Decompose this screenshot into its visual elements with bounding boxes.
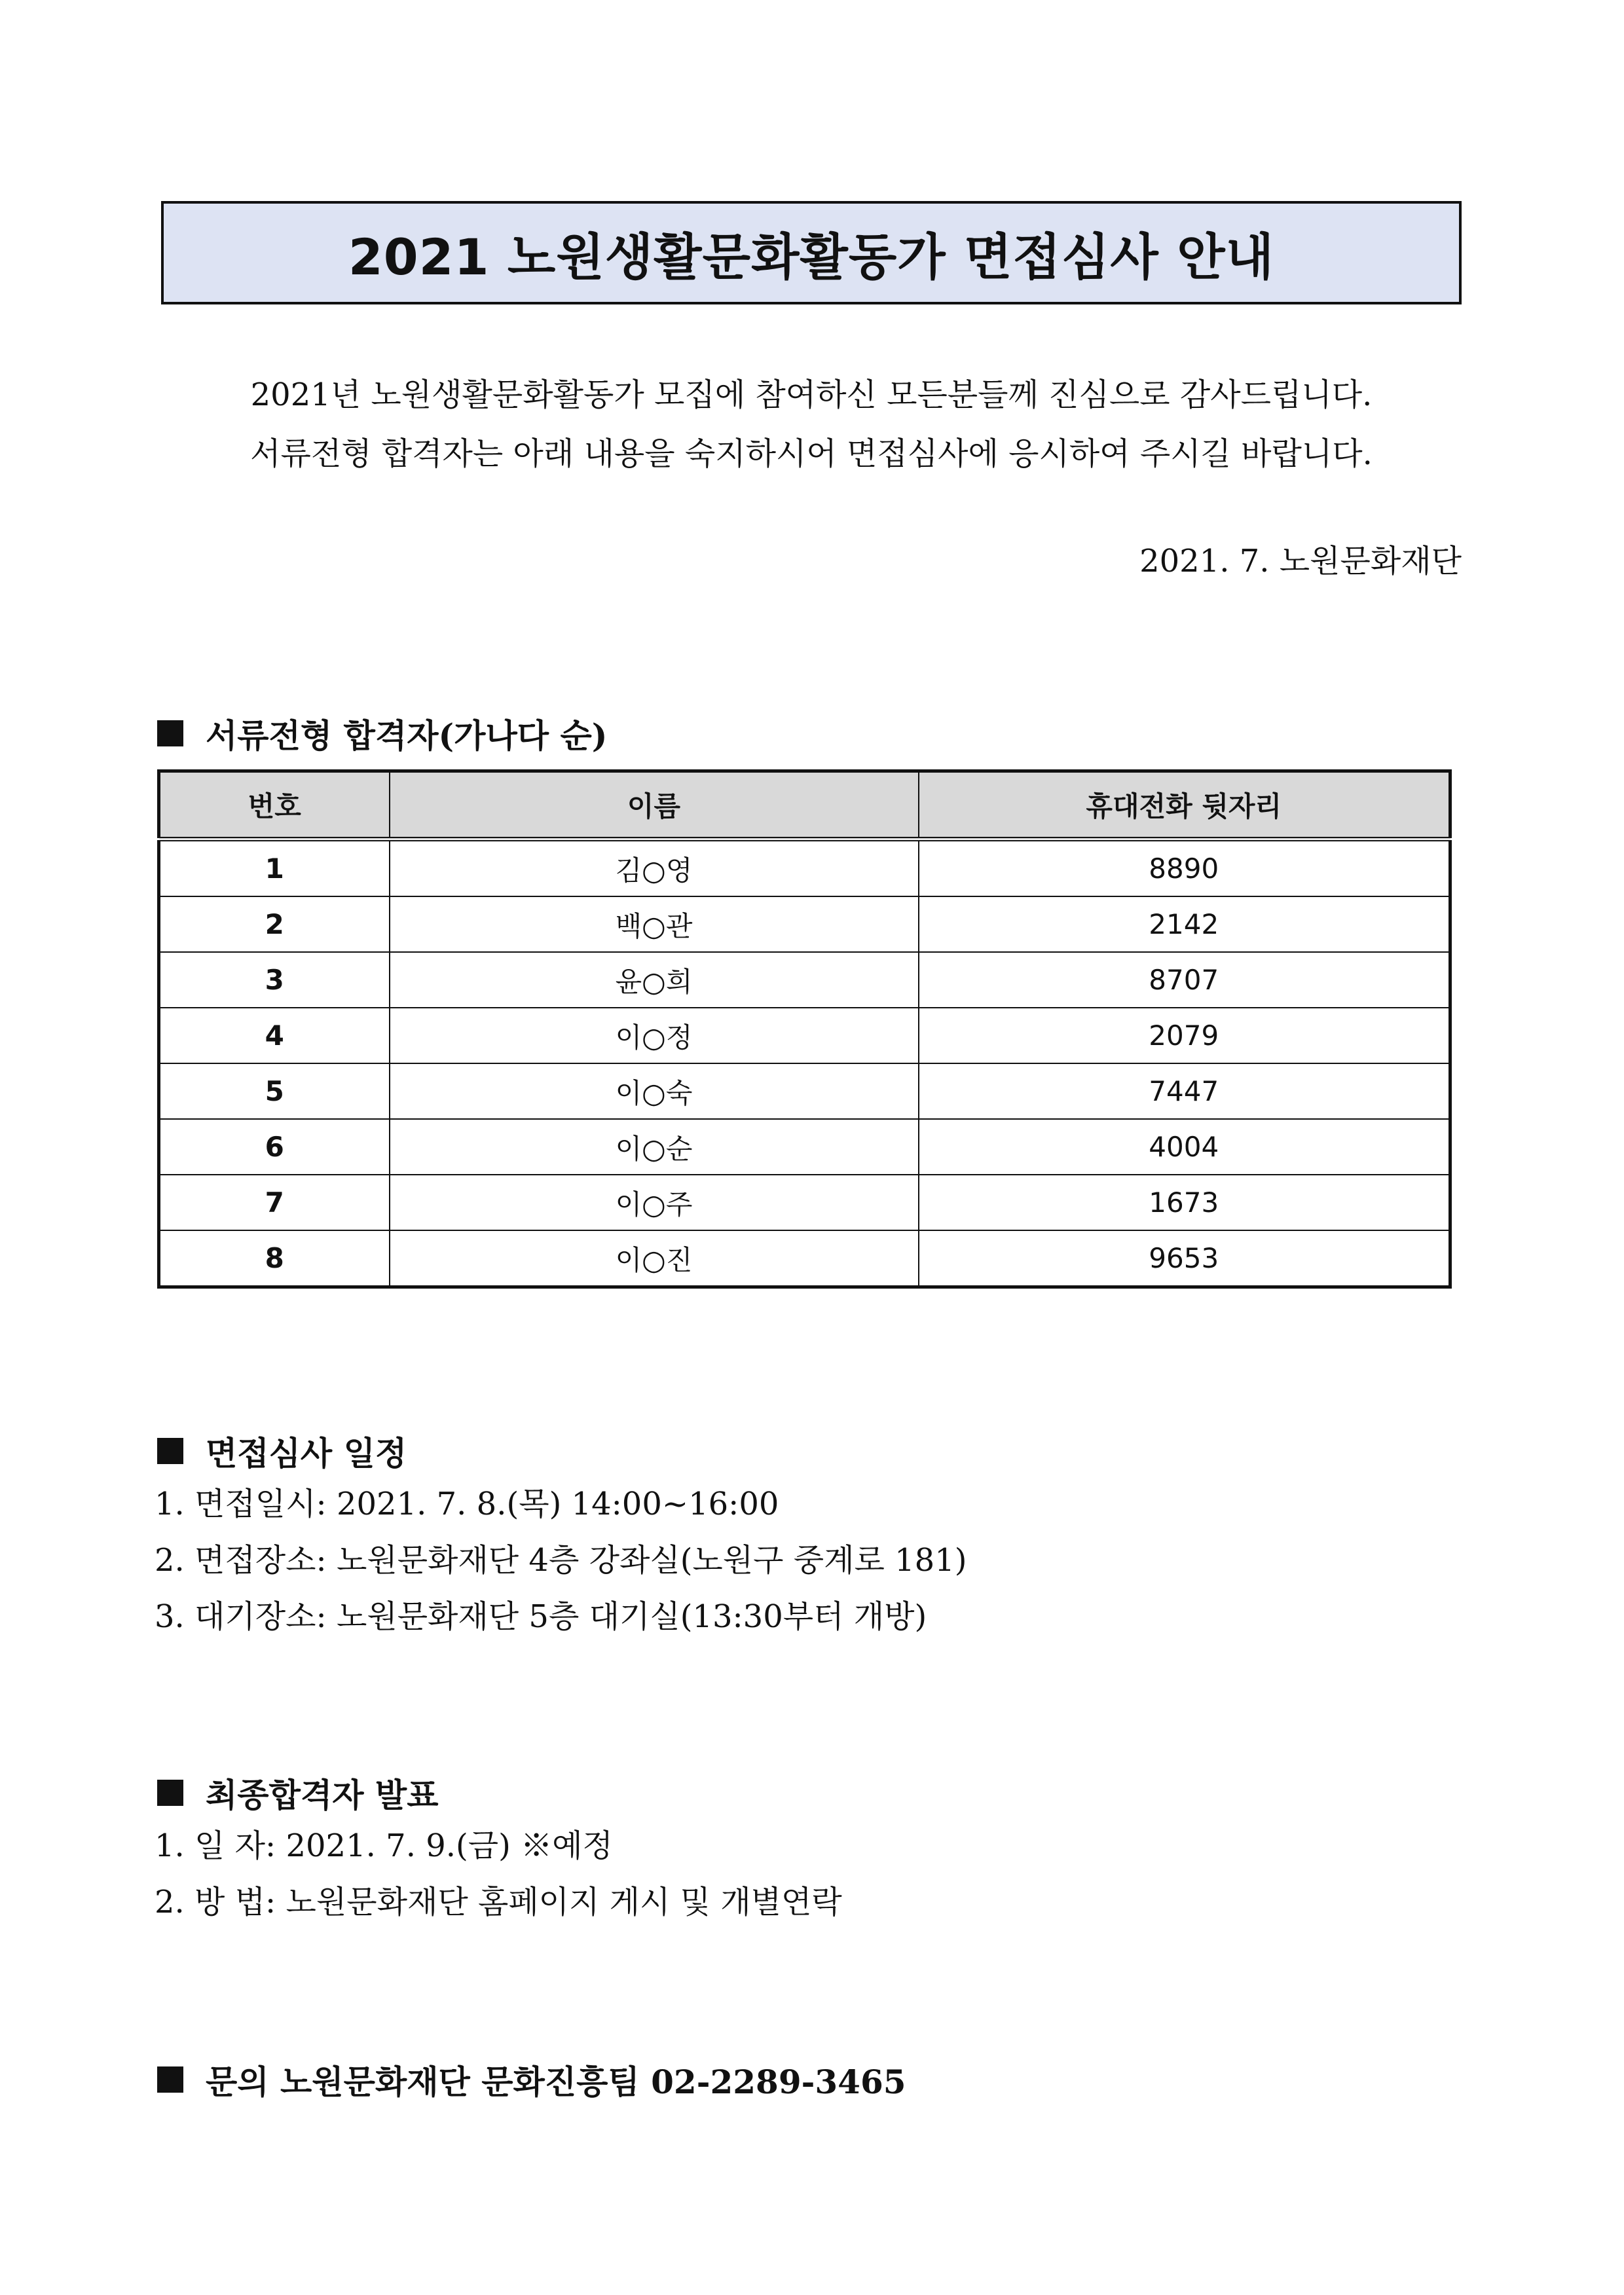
cell-name: 이○정 [390, 1008, 919, 1063]
square-bullet-icon [157, 720, 183, 746]
square-bullet-icon [157, 1780, 183, 1806]
contact-section-heading [157, 2056, 906, 2103]
list-item: 1. 면접일시: 2021. 7. 8.(목) 14:00~16:00 [155, 1486, 779, 1522]
cell-name: 김○영 [390, 839, 919, 897]
cell-phone: 7447 [919, 1063, 1450, 1119]
cell-phone: 9653 [919, 1230, 1450, 1287]
cell-number: 4 [159, 1008, 390, 1063]
cell-name: 윤○희 [390, 952, 919, 1008]
table-row [159, 952, 1450, 1008]
cell-phone: 1673 [919, 1175, 1450, 1230]
cell-phone: 8890 [919, 839, 1450, 897]
cell-name: 이○진 [390, 1230, 919, 1287]
list-item: 1. 일 자: 2021. 7. 9.(금) ※예정 [155, 1827, 613, 1864]
cell-number: 8 [159, 1230, 390, 1287]
square-bullet-icon [157, 1438, 183, 1464]
cell-number: 3 [159, 952, 390, 1008]
table-row [159, 1063, 1450, 1119]
cell-number: 7 [159, 1175, 390, 1230]
issue-date-organization: 2021. 7. 노원문화재단 [1139, 543, 1462, 579]
document-title: 2021 노원생활문화활동가 면접심사 안내 [348, 227, 1275, 286]
cell-phone: 2079 [919, 1008, 1450, 1063]
cell-name: 이○주 [390, 1175, 919, 1230]
column-header-name: 이름 [390, 771, 919, 839]
table-row [159, 1230, 1450, 1287]
intro-line-2: 서류전형 합격자는 아래 내용을 숙지하시어 면접심사에 응시하여 주시길 바랍니다. [250, 435, 1373, 472]
table-row [159, 1008, 1450, 1063]
cell-number: 6 [159, 1119, 390, 1175]
title-box [161, 201, 1462, 304]
list-item: 3. 대기장소: 노원문화재단 5층 대기실(13:30부터 개방) [155, 1598, 927, 1635]
passers-heading-text: 서류전형 합격자(가나다 순) [206, 716, 608, 755]
column-header-number: 번호 [159, 771, 390, 839]
table-header-row [159, 771, 1450, 839]
contact-heading-text: 문의 노원문화재단 문화진흥팀 02-2289-3465 [206, 2063, 906, 2101]
cell-phone: 8707 [919, 952, 1450, 1008]
cell-number: 5 [159, 1063, 390, 1119]
cell-number: 2 [159, 896, 390, 952]
interview-section-heading [157, 1427, 407, 1475]
intro-line-1: 2021년 노원생활문화활동가 모집에 참여하신 모든분들께 진심으로 감사드립니다. [250, 376, 1373, 413]
table-row [159, 1175, 1450, 1230]
cell-name: 이○숙 [390, 1063, 919, 1119]
cell-name: 이○순 [390, 1119, 919, 1175]
cell-name: 백○관 [390, 896, 919, 952]
column-header-phone: 휴대전화 뒷자리 [919, 771, 1450, 839]
list-item: 2. 면접장소: 노원문화재단 4층 강좌실(노원구 중계로 181) [155, 1542, 967, 1579]
cell-phone: 4004 [919, 1119, 1450, 1175]
list-item: 2. 방 법: 노원문화재단 홈페이지 게시 및 개별연락 [155, 1884, 842, 1920]
passers-section-heading [157, 710, 607, 757]
interview-heading-text: 면접심사 일정 [206, 1434, 407, 1473]
passers-table [157, 769, 1452, 1289]
table-row [159, 896, 1450, 952]
intro-paragraph [161, 365, 1462, 483]
square-bullet-icon [157, 2066, 183, 2093]
table-row [159, 839, 1450, 897]
interview-schedule-list [155, 1476, 967, 1645]
announcement-section-heading [157, 1769, 439, 1816]
table-row [159, 1119, 1450, 1175]
announcement-heading-text: 최종합격자 발표 [206, 1776, 439, 1814]
cell-number: 1 [159, 839, 390, 897]
cell-phone: 2142 [919, 896, 1450, 952]
announcement-list [155, 1818, 842, 1930]
